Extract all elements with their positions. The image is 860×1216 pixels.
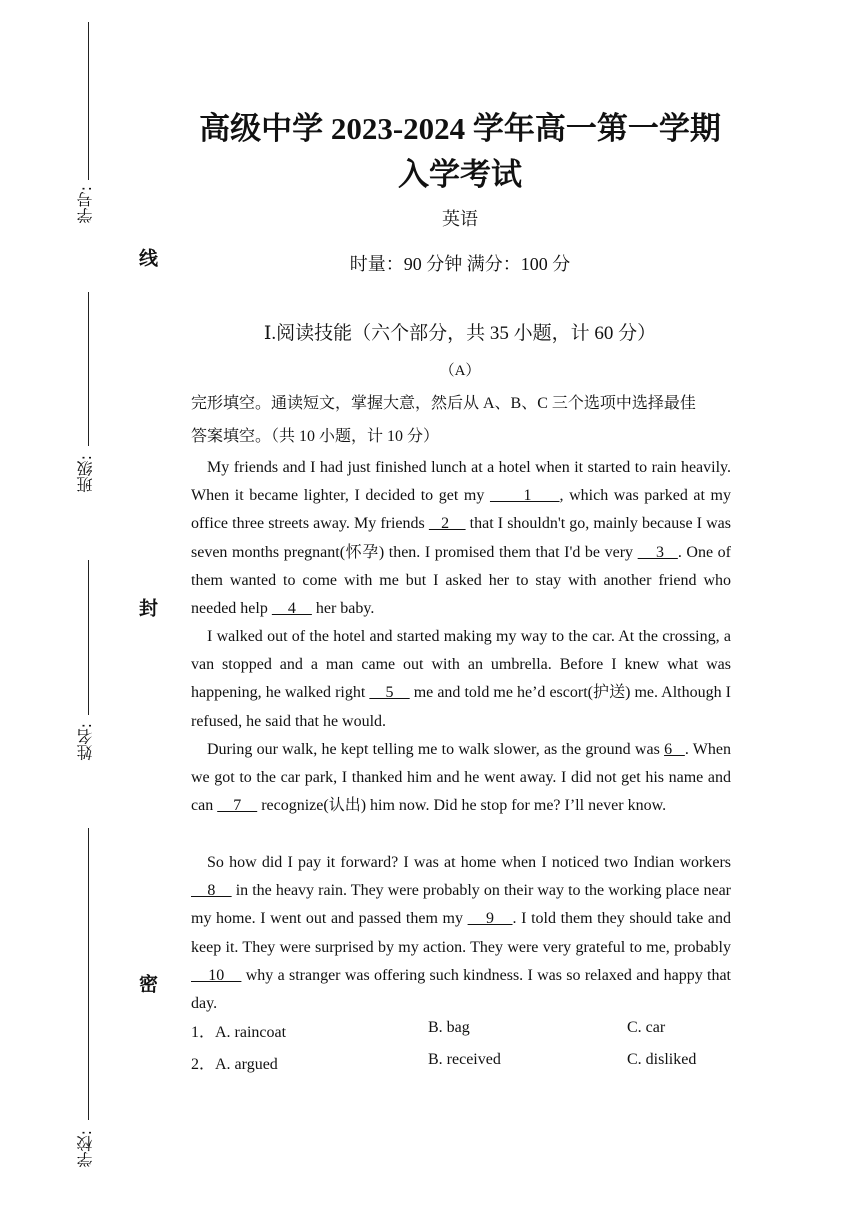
binding-line-4 — [88, 828, 89, 1120]
text: . When we got to the car park, I thanked him and he went away. I did not get his name and can — [191, 741, 731, 815]
blank-9: 9 — [467, 910, 513, 928]
seal-seal-char: 封 — [136, 598, 158, 617]
binding-line-1 — [88, 22, 89, 180]
option-2-c: C. disliked — [627, 1051, 697, 1068]
option-2-a: 2．A. argued — [191, 1056, 278, 1073]
instruction-line-2: 答案填空。（共 10 小题，计 10 分） — [191, 428, 440, 445]
name-label: 姓名: — [76, 723, 95, 761]
exam-title-line1: 高级中学 2023-2024 学年高一第一学期 — [199, 111, 721, 146]
option-1-a: 1．A. raincoat — [191, 1024, 287, 1041]
option-2-b: B. received — [428, 1051, 501, 1068]
text: During our walk, he kept telling me to walk slower, as the ground was — [207, 741, 665, 758]
passage-paragraph-1 — [191, 454, 731, 623]
blank-2: 2 — [428, 515, 466, 533]
text: , which was parked at my office three streets away. My friends — [191, 487, 732, 533]
school-label: 学校: — [76, 1130, 95, 1168]
blank-1: 1 — [489, 487, 560, 505]
text: why a stranger was offering such kindness. I was so relaxed and happy that day. — [191, 966, 731, 1013]
text: her baby. — [311, 600, 375, 618]
text: . I told them they should take and keep it. They were surprised by my action. They were very grateful to me, probably — [191, 910, 731, 956]
option-1-b: B. bag — [428, 1019, 470, 1036]
blank-7: 7 — [217, 797, 258, 815]
class-label: 班级: — [76, 455, 95, 493]
blank-10: 10 — [191, 966, 242, 984]
section-heading: Ⅰ.阅读技能（六个部分，共 35 小题，计 60 分） — [263, 323, 657, 344]
text: me and told me he’d escort(护送) me. Although I refused, he said that he would. — [191, 684, 732, 730]
text: . One of them wanted to come with me but I asked her to stay with another friend who needed help — [191, 543, 732, 618]
blank-5: 5 — [369, 684, 410, 702]
text: I walked out of the hotel and started making my way to the car. At the crossing, a van stopped and a man came out with an umbrella. Before I knew what was happening, he walked right — [191, 628, 731, 702]
text: in the heavy rain. They were probably on their way to the working place near my home. I went out and passed them my — [191, 882, 731, 928]
blank-3: 3 — [637, 543, 678, 561]
text: that I shouldn't go, mainly because I was seven months pregnant(怀孕) then. I promised them that I'd be very — [191, 515, 731, 561]
seal-line-char: 线 — [136, 248, 158, 267]
seal-close-char: 密 — [136, 974, 158, 993]
blank-4: 4 — [271, 600, 312, 618]
binding-line-3 — [88, 560, 89, 715]
time-score-info: 时量：90 分钟 满分：100 分 — [349, 254, 571, 274]
passage-paragraph-2 — [191, 623, 731, 736]
text: recognize(认出) him now. Did he stop for me? I’ll never know. — [257, 797, 667, 815]
student-no-label: 学号: — [76, 186, 95, 224]
binding-line-2 — [88, 292, 89, 446]
blank-6: 6 — [664, 741, 685, 758]
part-label: （A） — [439, 363, 481, 379]
blank-8: 8 — [191, 882, 232, 900]
instruction-line-1: 完形填空。通读短文，掌握大意，然后从 A、B、C 三个选项中选择最佳 — [191, 395, 696, 412]
passage-paragraph-3 — [191, 736, 731, 821]
exam-title-line2: 入学考试 — [398, 157, 522, 192]
passage-paragraph-4 — [191, 849, 731, 1018]
option-1-c: C. car — [627, 1019, 666, 1036]
text: So how did I pay it forward? I was at home when I noticed two Indian workers — [207, 854, 731, 871]
subject-label: 英语 — [442, 209, 478, 229]
text: My friends and I had just finished lunch at a hotel when it started to rain heavily. When it became lighter, I decided to get my — [191, 459, 731, 505]
